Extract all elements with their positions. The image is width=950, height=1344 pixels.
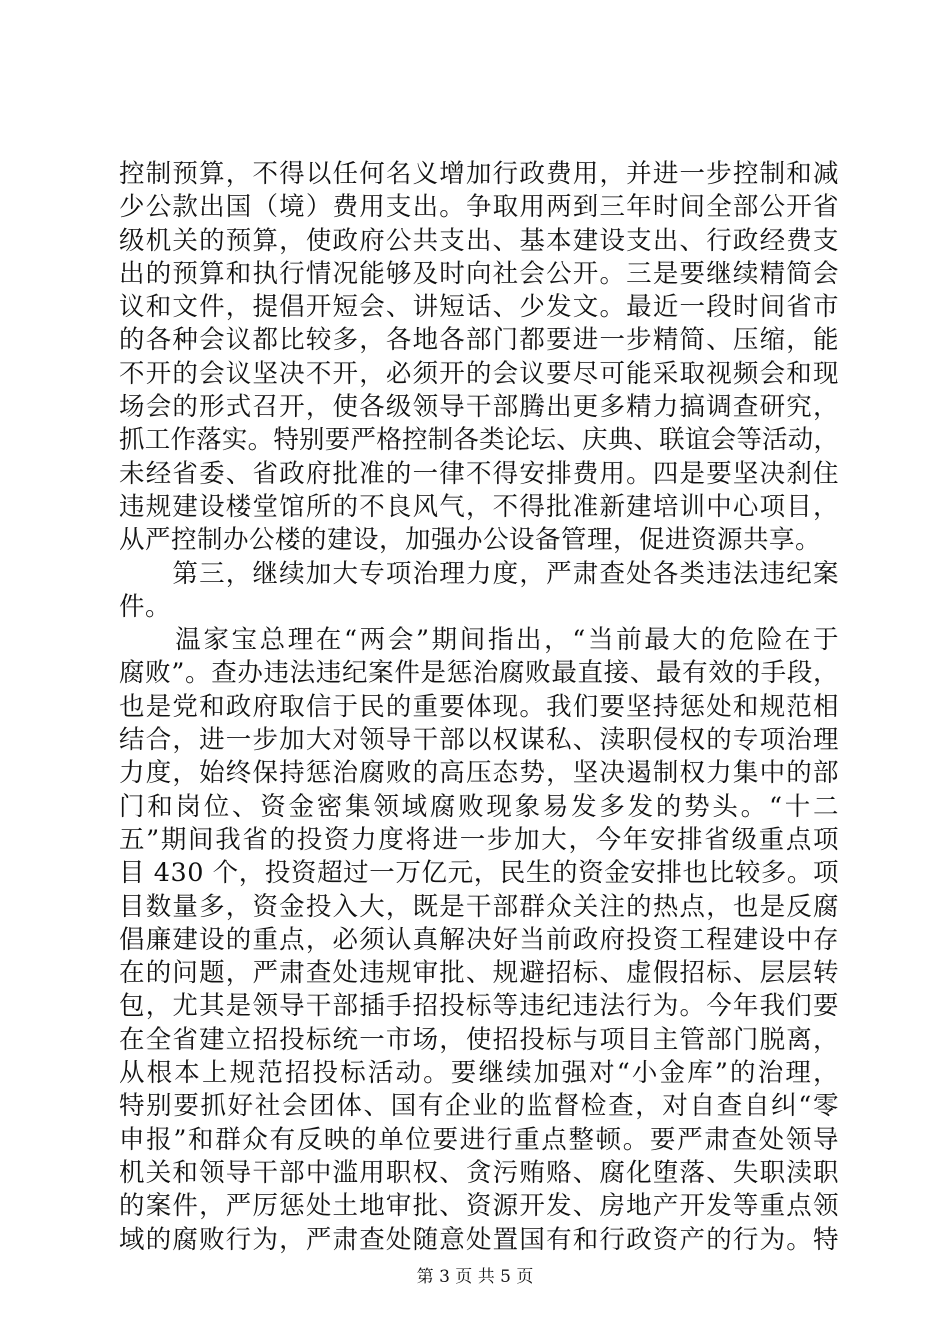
text-line: 不开的会议坚决不开，必须开的会议要尽可能采取视频会和现 bbox=[119, 358, 839, 389]
text-line: 出的预算和执行情况能够及时向社会公开。三是要继续精简会 bbox=[119, 258, 839, 289]
text-line: 力度，始终保持惩治腐败的高压态势，坚决遏制权力集中的部 bbox=[119, 758, 839, 789]
text-line: 特别要抓好社会团体、国有企业的监督检查，对自查自纠“零 bbox=[119, 1091, 839, 1122]
text-line: 包，尤其是领导干部插手招投标等违纪违法行为。今年我们要 bbox=[119, 991, 839, 1022]
text-line: 的各种会议都比较多，各地各部门都要进一步精简、压缩，能 bbox=[119, 325, 839, 356]
text-line: 场会的形式召开，使各级领导干部腾出更多精力搞调查研究， bbox=[119, 392, 839, 423]
text-line: 未经省委、省政府批准的一律不得安排费用。四是要坚决刹住 bbox=[119, 458, 839, 489]
text-line: 级机关的预算，使政府公共支出、基本建设支出、行政经费支 bbox=[119, 225, 839, 256]
text-line: 从严控制办公楼的建设，加强办公设备管理，促进资源共享。 bbox=[119, 525, 822, 556]
text-line: 的案件，严厉惩处土地审批、资源开发、房地产开发等重点领 bbox=[119, 1191, 839, 1222]
text-line: 五”期间我省的投资力度将进一步加大，今年安排省级重点项 bbox=[119, 824, 839, 855]
text-line: 在全省建立招投标统一市场，使招投标与项目主管部门脱离， bbox=[119, 1024, 839, 1055]
text-line: 目 430 个，投资超过一万亿元，民生的资金安排也比较多。项 bbox=[119, 858, 839, 889]
text-line: 域的腐败行为，严肃查处随意处置国有和行政资产的行为。特 bbox=[119, 1224, 839, 1255]
text-line: 抓工作落实。特别要严格控制各类论坛、庆典、联谊会等活动， bbox=[119, 425, 839, 456]
text-line: 门和岗位、资金密集领域腐败现象易发多发的势头。“十二 bbox=[119, 791, 839, 822]
section-heading-line: 件。 bbox=[119, 591, 172, 622]
text-line: 议和文件，提倡开短会、讲短话、少发文。最近一段时间省市 bbox=[119, 292, 839, 323]
text-line: 倡廉建设的重点，必须认真解决好当前政府投资工程建设中存 bbox=[119, 924, 839, 955]
text-line: 腐败”。查办违法违纪案件是惩治腐败最直接、最有效的手段， bbox=[119, 658, 839, 689]
text-line: 少公款出国（境）费用支出。争取用两到三年时间全部公开省 bbox=[119, 192, 839, 223]
body-text bbox=[119, 158, 839, 1257]
text-line: 违规建设楼堂馆所的不良风气，不得批准新建培训中心项目， bbox=[119, 491, 839, 522]
text-line: 从根本上规范招投标活动。要继续加强对“小金库”的治理， bbox=[119, 1058, 839, 1089]
text-line: 申报”和群众有反映的单位要进行重点整顿。要严肃查处领导 bbox=[119, 1124, 839, 1155]
text-line: 也是党和政府取信于民的重要体现。我们要坚持惩处和规范相 bbox=[119, 691, 839, 722]
text-line: 温家宝总理在“两会”期间指出，“当前最大的危险在于 bbox=[119, 625, 839, 656]
text-line: 结合，进一步加大对领导干部以权谋私、渎职侵权的专项治理 bbox=[119, 725, 839, 756]
text-line: 目数量多，资金投入大，既是干部群众关注的热点，也是反腐 bbox=[119, 891, 839, 922]
text-line: 在的问题，严肃查处违规审批、规避招标、虚假招标、层层转 bbox=[119, 958, 839, 989]
section-heading-line: 第三，继续加大专项治理力度，严肃查处各类违法违纪案 bbox=[119, 558, 839, 589]
text-line: 机关和领导干部中滥用职权、贪污贿赂、腐化堕落、失职渎职 bbox=[119, 1157, 839, 1188]
page-number-footer: 第 3 页 共 5 页 bbox=[416, 1267, 534, 1287]
text-line: 控制预算，不得以任何名义增加行政费用，并进一步控制和减 bbox=[119, 159, 839, 189]
